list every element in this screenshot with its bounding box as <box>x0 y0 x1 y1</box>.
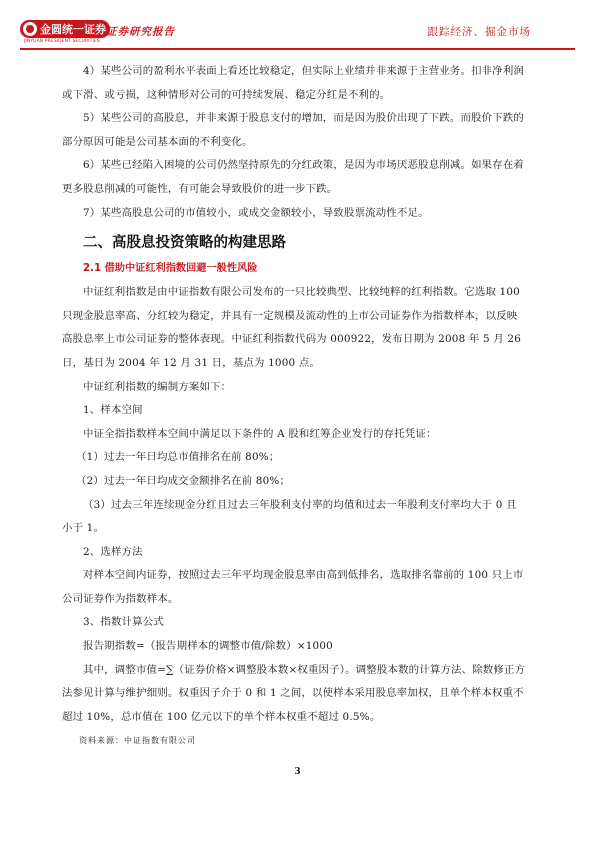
company-logo <box>20 20 110 46</box>
condition-2: （2）过去一年日均成交金额排名在前 80%； <box>76 474 291 487</box>
paragraph-risk-6: 6）某些已经陷入困境的公司仍然坚持原先的分红政策，是因为市场厌恶股息削减。如果存在着更多股息削减的可能性，有可能会导致股价的进一步下跌。 <box>62 159 525 195</box>
logo-chinese-name: 金圆统一证券 <box>40 23 106 36</box>
selection-method-text: 对样本空间内证券，按照过去三年平均现金股息率由高到低排名，选取排名靠前的 100 只上市公司证券作为指数样本。 <box>62 569 524 605</box>
report-type-title: 证券研究报告 <box>106 26 175 38</box>
data-source-note: 资料来源：中证指数有限公司 <box>79 736 196 746</box>
header-divider <box>20 48 575 50</box>
formula-explanation: 其中，调整市值=∑（证券价格×调整股本数×权重因子）。调整股本数的计算方法、除数修正方法参见计算与维护细则。权重因子介于 0 和 1 之间，以使样本采用股息率加权，且单个样本权重不超过 10%，总市值在 100 亿元以下的单个样本权重不超过 0.5%。 <box>62 663 526 723</box>
page-number: 3 <box>294 767 301 777</box>
page-header <box>0 18 595 54</box>
header-slogan: 跟踪经济、掘金市场 <box>427 26 531 38</box>
sample-space-text: 中证全指指数样本空间中满足以下条件的 A 股和红筹企业发行的存托凭证： <box>83 427 437 440</box>
paragraph-risk-5: 5）某些公司的高股息，并非来源于股息支付的增加，而是因为股价出现了下跌。而股价下跌的部分原因可能是公司基本面的不利变化。 <box>62 112 525 148</box>
scheme-intro: 中证红利指数的编制方案如下： <box>83 380 232 393</box>
paragraph-risk-4: 4）某些公司的盈利水平表面上看还比较稳定，但实际上业绩并非来源于主营业务。扣非净利润或下滑、或亏损，这种情形对公司的可持续发展、稳定分红是不利的。 <box>62 65 525 101</box>
index-formula: 报告期指数=（报告期样本的调整市值/除数）×1000 <box>83 640 333 653</box>
paragraph-risk-7: 7）某些高股息公司的市值较小，或成交金额较小，导致股票流动性不足。 <box>83 206 429 219</box>
sample-space-title: 1、样本空间 <box>83 404 143 417</box>
condition-1: （1）过去一年日均总市值排名在前 80%； <box>76 451 280 464</box>
index-intro-paragraph: 中证红利指数是由中证指数有限公司发布的一只比较典型、比较纯粹的红利指数。它选取 100 只现金股息率高、分红较为稳定，并具有一定规模及流动性的上市公司证券作为指数样本，以反映高股息率上市公司证券的整体表现。中证红利指数代码为 000922，发布日期为 2008 年 5 月 26 日，基日为 2004 年 12 月 31 日，基点为 1000 点。 <box>62 286 522 369</box>
selection-method-title: 2、选样方法 <box>83 545 143 558</box>
formula-title: 3、指数计算公式 <box>83 616 164 629</box>
section-heading: 二、高股息投资策略的构建思路 <box>83 235 286 252</box>
condition-3: （3）过去三年连续现金分红且过去三年股利支付率的均值和过去一年股利支付率均大于 0 且小于 1。 <box>62 498 517 535</box>
logo-badge <box>20 20 110 38</box>
subsection-heading: 2.1 借助中证红利指数回避一般性风险 <box>83 263 258 275</box>
document-body <box>62 60 527 751</box>
logo-english-name: JINYUAN PRESIDENT SECURITIES <box>24 39 100 44</box>
logo-mark-icon <box>23 22 37 36</box>
